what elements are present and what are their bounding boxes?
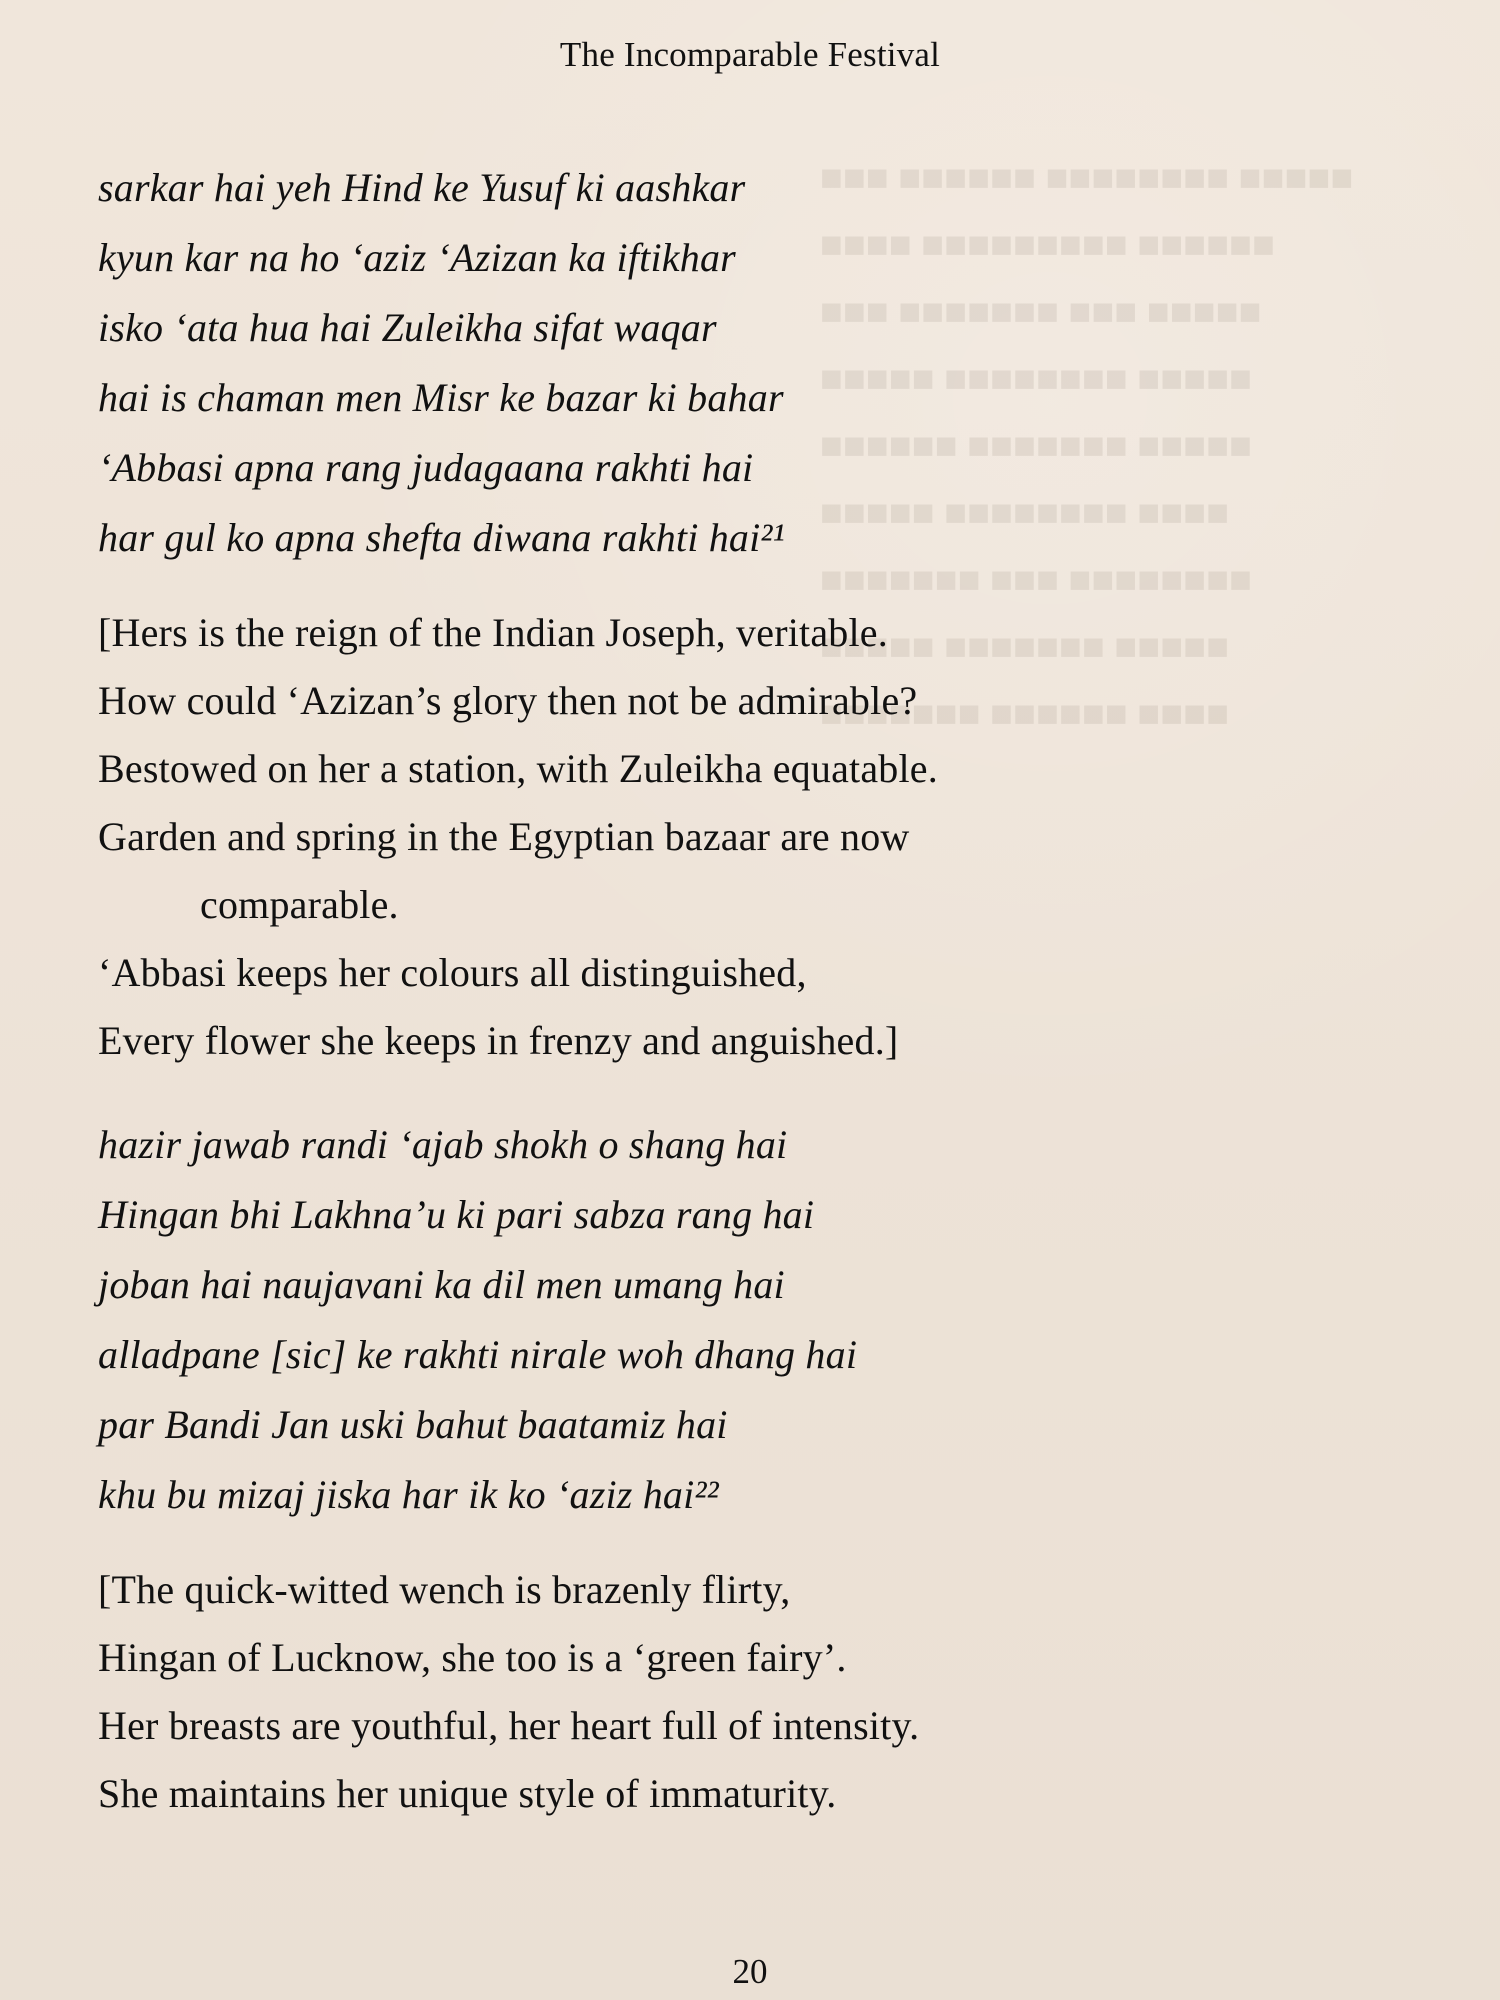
translation-line: [Hers is the reign of the Indian Joseph, veritable. xyxy=(98,610,888,655)
translation-line: Garden and spring in the Egyptian bazaar are now xyxy=(98,814,910,859)
translation-stanza-2 xyxy=(98,1556,1468,1828)
poem-content xyxy=(98,153,1468,1828)
urdu-stanza-1 xyxy=(98,153,1468,573)
running-header: The Incomparable Festival xyxy=(559,35,941,74)
translation-line: Hingan of Lucknow, she too is a ‘green fairy’. xyxy=(98,1635,847,1680)
poem-line: har gul ko apna shefta diwana rakhti hai²¹ xyxy=(98,515,785,560)
poem-line: Hingan bhi Lakhna’u ki pari sabza rang hai xyxy=(98,1192,815,1237)
poem-line: ‘Abbasi apna rang judagaana rakhti hai xyxy=(98,445,754,490)
stanza-gap xyxy=(98,573,1468,599)
translation-line: How could ‘Azizan’s glory then not be admirable? xyxy=(98,678,918,723)
translation-line: Her breasts are youthful, her heart full of intensity. xyxy=(98,1703,920,1748)
poem-line: sarkar hai yeh Hind ke Yusuf ki aashkar xyxy=(98,165,746,210)
poem-line: hai is chaman men Misr ke bazar ki bahar xyxy=(98,375,784,420)
translation-line: [The quick-witted wench is brazenly flirty, xyxy=(98,1567,791,1612)
poem-line: par Bandi Jan uski bahut baatamiz hai xyxy=(98,1402,728,1447)
poem-line: alladpane [sic] ke rakhti nirale woh dhang hai xyxy=(98,1332,858,1377)
urdu-stanza-2 xyxy=(98,1110,1468,1530)
stanza-gap xyxy=(98,1075,1468,1110)
translation-line: ‘Abbasi keeps her colours all distinguished, xyxy=(98,950,807,995)
translation-line: Every flower she keeps in frenzy and anguished.] xyxy=(98,1018,899,1063)
page-number: 20 xyxy=(732,1952,768,1991)
translation-line-continuation: comparable. xyxy=(200,882,399,927)
poem-line: hazir jawab randi ‘ajab shokh o shang hai xyxy=(98,1122,788,1167)
stanza-gap xyxy=(98,1530,1468,1556)
translation-stanza-1 xyxy=(98,599,1468,1075)
poem-line: joban hai naujavani ka dil men umang hai xyxy=(98,1262,785,1307)
poem-line: isko ‘ata hua hai Zuleikha sifat waqar xyxy=(98,305,717,350)
poem-line: khu bu mizaj jiska har ik ko ‘aziz hai²² xyxy=(98,1472,719,1517)
translation-line: She maintains her unique style of immaturity. xyxy=(98,1771,837,1816)
poem-line: kyun kar na ho ‘aziz ‘Azizan ka iftikhar xyxy=(98,235,736,280)
translation-line: Bestowed on her a station, with Zuleikha equatable. xyxy=(98,746,938,791)
show-through-text: ■■■ ■■■■■■ ■■■■■■■■ ■■■■■ ■■■■ ■■■■■■■■■ ■■■■■■ ■■■ ■■■■■■■ ■■■ ■■■■■ ■■■■■ ■■■■■■■■ ■■■■■ ■■■■■■ ■■■■■■■ ■■■■■ ■■■■■ ■■■■■■■■ ■■■■ ■■■■■■■ ■■■ ■■■■■■■■ ■■■■■ ■■■■■■■ ■■■■■ ■■■■■■■ ■■■■■■ ■■■■ xyxy=(820,157,1354,735)
